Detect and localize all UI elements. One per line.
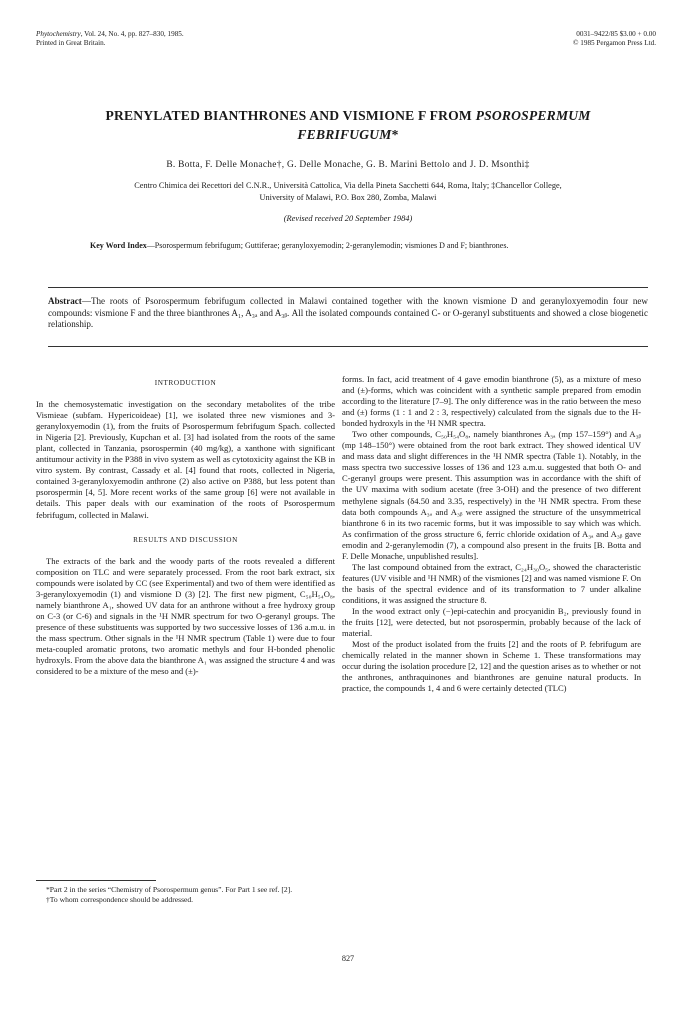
heading-results: RESULTS AND DISCUSSION [133, 535, 238, 544]
abstract-bottom-rule [48, 346, 648, 347]
keyword-text: —Psorospermum febrifugum; Guttiferae; geranyloxyemodin; 2-geranylemodin; vismiones D and F; bianthrones. [146, 241, 509, 250]
journal-header-right [573, 30, 656, 48]
copyright: © 1985 Pergamon Press Ltd. [573, 39, 656, 47]
paragraph-scheme: Most of the product isolated from the fruits [2] and the roots of P. febrifugum are chemically related in the manner shown in Scheme 1. These transformations may occur during the isolation procedure [2, 12] and the question arises as to whether or not the anthrones, anthraquinones and bianthrones are genuine natural products. In practice, the compounds 1, 4 and 6 were certainly detected (TLC) [342, 639, 641, 694]
title-line1: PRENYLATED BIANTHRONES AND VISMIONE F FROM [105, 108, 476, 123]
title-footnote-mark: * [391, 127, 399, 142]
results-paragraph: The extracts of the bark and the woody parts of the roots revealed a different composition on TLC and were separately processed. From the root bark extract, six compounds were isolated by CC (see Experimental) and two of them were identified as 3-geranyloxyemodin (1) and vismione D (3) [2]. The first new pigment, C₅₀H₅₄O₈, namely bianthrone A₁, showed UV data for an anthrone without a free hydroxy group on C-3 (or C-6) and signals in the ¹H NMR spectrum for two O-geranyl groups. The presence of these substituents was supported by two successive losses of 136 a.m.u. in the mass spectrum. Other signals in the ¹H NMR spectrum (Table 1) were due to four meta-coupled aromatic protons, two aromatic methyls and four H-bonded phenolic hydroxyls. From the above data the bianthrone A₁ was assigned the structure 4 and was considered to be a mixture of the meso and (±)- [36, 555, 335, 677]
paragraph-vismione-f: The last compound obtained from the extract, C₂₄H₃₀O₅, showed the characteristic features (UV visible and ¹H NMR) of the vismiones [2] and was named vismione F. On the basis of the spectral evidence and of its transformation to 7 under alkaline conditions, it was assigned the structure 8. [342, 561, 641, 605]
right-column [342, 374, 641, 694]
revised-date: (Revised received 20 September 1984) [283, 214, 413, 223]
authors: B. Botta, F. Delle Monache†, G. Delle Monache, G. B. Marini Bettolo and J. D. Msonthi‡ [166, 160, 530, 170]
printed-in: Printed in Great Britain. [36, 39, 106, 47]
journal-name: Phytochemistry [36, 30, 81, 38]
footnote-rule [36, 880, 156, 881]
journal-header-left [36, 30, 184, 48]
paragraph-wood-extract: In the wood extract only (−)epi-catechin and procyanidin B₂, previously found in the fruits [12], were detected, but not psorospermin, probably because of the lack of material. [342, 605, 641, 639]
paragraph-continued: forms. In fact, acid treatment of 4 gave emodin bianthrone (5), as a mixture of meso and (±)-forms, which was coincident with a synthetic sample prepared from emodin according to the literature [7–9]. The only difference was in the ratio between the meso and (±) forms (1 : 1 and 2 : 3, respectively) calculated from the signals due to the H-bonded hydroxyls in the ¹H NMR spectra. [342, 374, 641, 429]
paragraph-bianthrones: Two other compounds, C₅₀H₅₄O₈, namely bianthrones A₃ₐ (mp 157–159°) and A₃ᵦ (mp 148–150°) were obtained from the root bark extract. They showed identical UV and mass data and slight differences in the ¹H NMR spectra (Table 1). Notably, in the mass spectra two successive losses of 136 and 123 a.m.u. suggested that both O- and C-geranyl groups were present. This assumption was in accordance with the shift of the UV maxima with sodium acetate (free 3-OH) and the presence of two different methylene signals (δ4.50 and 3.35, respectively) in the ¹H NMR spectra. From these data both compounds A₃ₐ and A₃ᵦ were assigned the structure of the unsymmetrical bianthrone 6 in its two racemic forms, but it was impossible to say which was which. As confirmation of the gross structure 6, ferric chloride oxidation of A₃ₐ and A₃ᵦ gave emodin and 2-geranylemodin (7), a compound also present in the fruits [B. Botta and F. Delle Monache, unpublished results]. [342, 429, 641, 561]
footnote-series: *Part 2 in the series “Chemistry of Psorospermum genus”. For Part 1 see ref. [2]. [46, 885, 293, 894]
page-number: 827 [341, 954, 355, 963]
article-title [30, 106, 666, 144]
abstract-text: —The roots of Psorospermum febrifugum collected in Malawi contained together with the known vismione D and geranyloxyemodin four new compounds: vismione F and the three bianthrones A₁, A₃ₐ and A₃ᵦ. All the isolated compounds contained C- or O-geranyl substituents and showed a close biogenetic relationship. [48, 296, 648, 330]
footnotes [36, 880, 335, 904]
affiliation-line1: Centro Chimica dei Recettori del C.N.R., Università Cattolica, Via della Pineta Sacchetti 644, Roma, Italy; ‡Chancellor College, [134, 181, 562, 190]
keyword-label: Key Word Index [90, 241, 147, 250]
heading-introduction: INTRODUCTION [154, 379, 217, 387]
abstract [48, 296, 648, 331]
left-column [36, 374, 335, 677]
introduction-paragraph: In the chemosystematic investigation on the secondary metabolites of the tribe Vismieae (subfam. Hypericoideae) [1], we isolated three new vismiones and 3-geranyloxyemodin (1), from the fruits of Psorospermum febrifugum Spach. collected in Nigeria [2]. Previously, Kupchan et al. [3] had isolated from the roots of the same plant, collected in Tanzania, psorospermin (40 mg/kg), a xanthone with significant antitumour activity in the P388 in vivo system as well as cytotoxicity against the KB in vitro system. By contrast, Cassady et al. [4] found that roots, collected in Nigeria, contained 3-geranyloxyemodin anthrone (2) also active on P388, but less potent than psorospermin [4, 5]. More recent works of the same group [6] were not available in details. This paper deals with our examination of the roots of Psorospermum febrifugum, collected in Malawi. [36, 399, 335, 520]
article-code: 0031–9422/85 $3.00 + 0.00 [576, 30, 656, 38]
journal-citation: , Vol. 24, No. 4, pp. 827–830, 1985. [80, 30, 184, 38]
title-genus: PSOROSPERMUM [475, 108, 591, 123]
keyword-index [90, 240, 610, 251]
affiliation [30, 180, 666, 203]
abstract-top-rule [48, 287, 648, 288]
title-species: FEBRIFUGUM [297, 127, 392, 142]
abstract-label: Abstract [48, 296, 82, 306]
footnote-correspondence: †To whom correspondence should be addressed. [46, 894, 194, 904]
affiliation-line2: University of Malawi, P.O. Box 280, Zomba, Malawi [259, 192, 437, 202]
